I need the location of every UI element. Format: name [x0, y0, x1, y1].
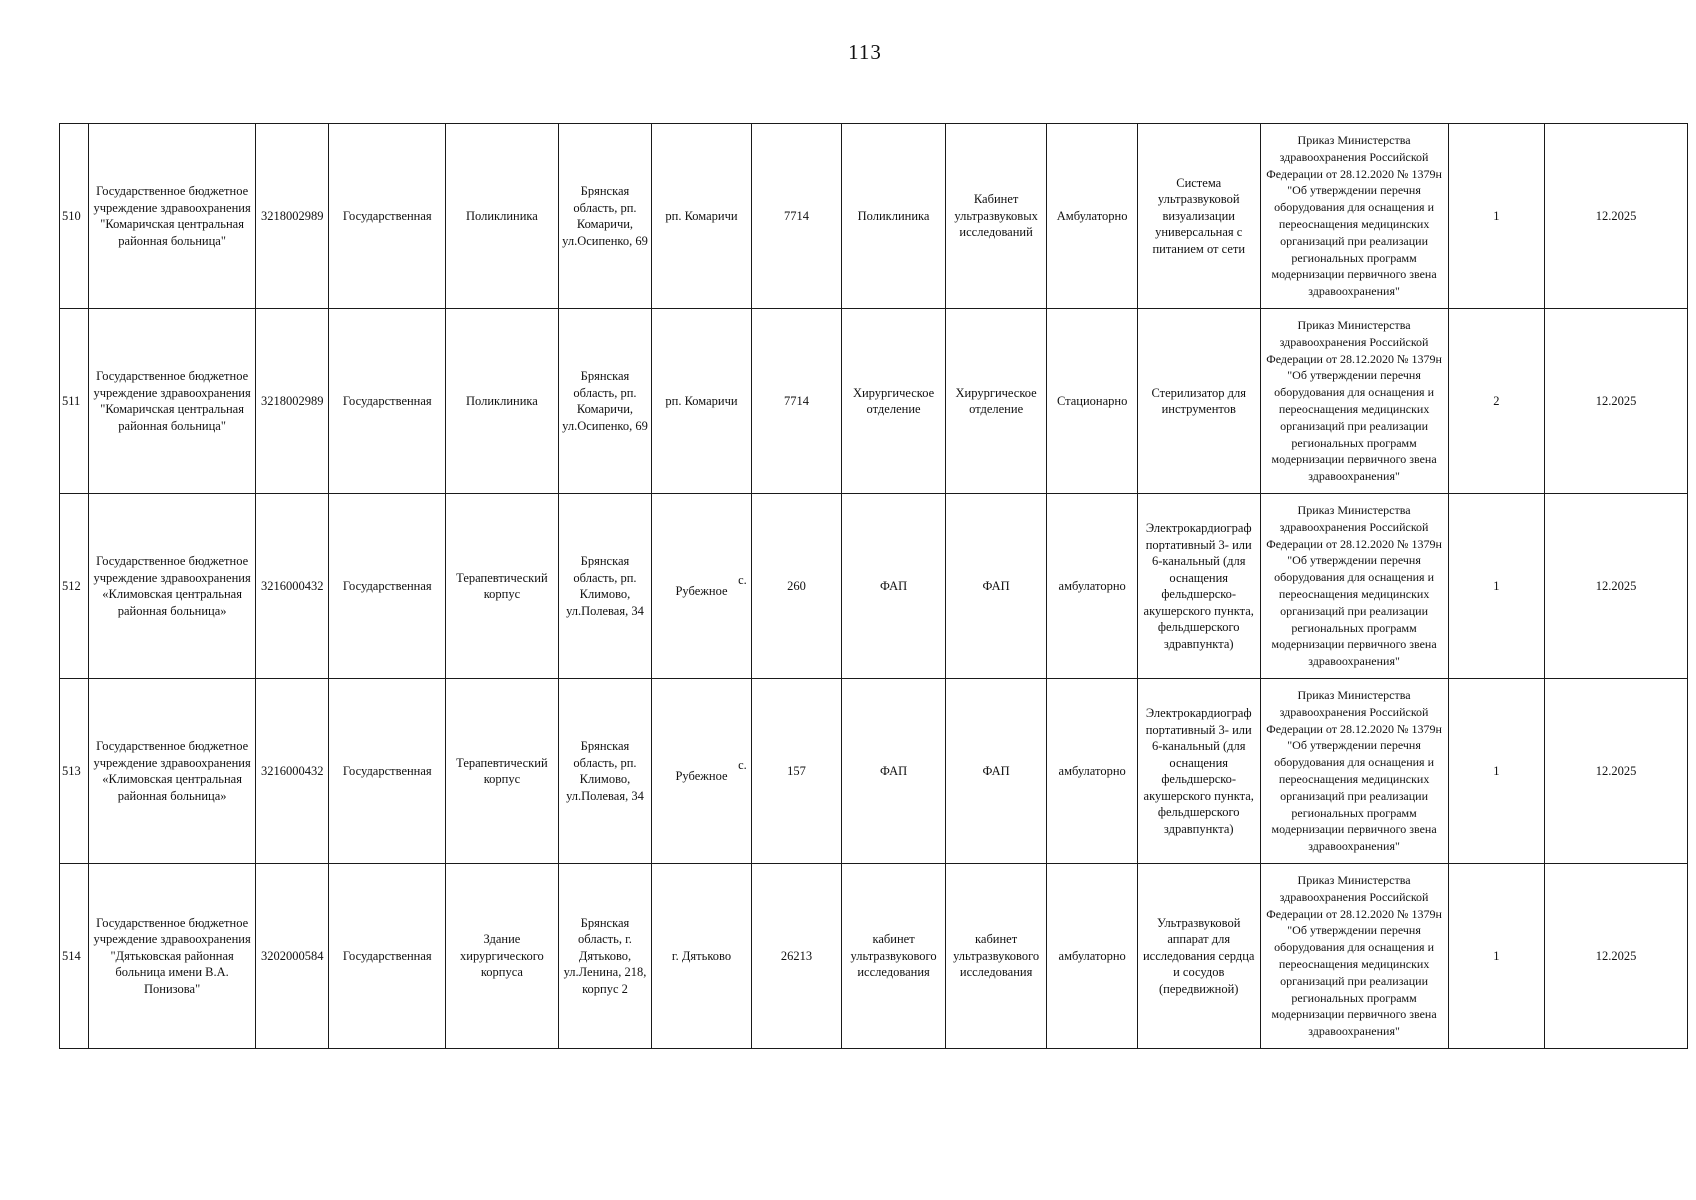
department: кабинет ультразвукового исследования — [842, 864, 946, 1049]
delivery-date: 12.2025 — [1545, 494, 1688, 679]
organization-name: Государственное бюджетное учреждение здравоохранения «Климовская центральная районная больница» — [89, 679, 256, 864]
building-name: Поликлиника — [446, 124, 559, 309]
quantity: 2 — [1448, 309, 1545, 494]
ownership-type: Государственная — [329, 494, 446, 679]
equipment-name: Электрокардиограф портативный 3- или 6-канальный (для оснащения фельдшерско-акушерского пункта, фельдшерского здравпункта) — [1137, 494, 1260, 679]
building-name: Поликлиника — [446, 309, 559, 494]
inn-code: 3218002989 — [256, 124, 329, 309]
row-number: 513 — [60, 679, 89, 864]
table-row — [60, 124, 1688, 309]
organization-name: Государственное бюджетное учреждение здравоохранения "Комаричская центральная районная больница" — [89, 124, 256, 309]
department: Хирургическое отделение — [842, 309, 946, 494]
care-type: Стационарно — [1047, 309, 1138, 494]
building-name: Терапевтический корпус — [446, 494, 559, 679]
equipment-name: Ультразвуковой аппарат для исследования сердца и сосудов (передвижной) — [1137, 864, 1260, 1049]
table-row — [60, 679, 1688, 864]
table-row — [60, 309, 1688, 494]
building-name: Терапевтический корпус — [446, 679, 559, 864]
organization-name: Государственное бюджетное учреждение здравоохранения "Комаричская центральная районная больница" — [89, 309, 256, 494]
settlement-name: Рубежное — [675, 583, 728, 598]
quantity: 1 — [1448, 494, 1545, 679]
room: ФАП — [945, 679, 1047, 864]
row-number: 511 — [60, 309, 89, 494]
page-number: 113 — [848, 40, 882, 64]
population: 26213 — [751, 864, 842, 1049]
department: ФАП — [842, 494, 946, 679]
legal-basis: Приказ Министерства здравоохранения Российской Федерации от 28.12.2020 № 1379н "Об утверждении перечня оборудования для оснащения и переоснащения медицинских организаций при реализации региональных программ модернизации первичного звена здравоохранения" — [1260, 494, 1448, 679]
settlement — [652, 864, 752, 1049]
ownership-type: Государственная — [329, 309, 446, 494]
department: Поликлиника — [842, 124, 946, 309]
quantity: 1 — [1448, 864, 1545, 1049]
settlement-name: г. Дятьково — [671, 948, 732, 963]
care-type: амбулаторно — [1047, 864, 1138, 1049]
table-row — [60, 494, 1688, 679]
settlement-name: Рубежное — [675, 768, 728, 783]
settlement — [652, 309, 752, 494]
settlement-prefix: с. — [738, 758, 747, 772]
inn-code: 3218002989 — [256, 309, 329, 494]
room: кабинет ультразвукового исследования — [945, 864, 1047, 1049]
quantity: 1 — [1448, 679, 1545, 864]
legal-basis: Приказ Министерства здравоохранения Российской Федерации от 28.12.2020 № 1379н "Об утверждении перечня оборудования для оснащения и переоснащения медицинских организаций при реализации региональных программ модернизации первичного звена здравоохранения" — [1260, 309, 1448, 494]
delivery-date: 12.2025 — [1545, 124, 1688, 309]
equipment-name: Электрокардиограф портативный 3- или 6-канальный (для оснащения фельдшерско-акушерского пункта, фельдшерского здравпункта) — [1137, 679, 1260, 864]
population: 157 — [751, 679, 842, 864]
care-type: Амбулаторно — [1047, 124, 1138, 309]
equipment-name: Стерилизатор для инструментов — [1137, 309, 1260, 494]
department: ФАП — [842, 679, 946, 864]
address: Брянская область, рп. Комаричи, ул.Осипенко, 69 — [558, 124, 652, 309]
inn-code: 3216000432 — [256, 494, 329, 679]
ownership-type: Государственная — [329, 864, 446, 1049]
population: 7714 — [751, 124, 842, 309]
care-type: амбулаторно — [1047, 679, 1138, 864]
delivery-date: 12.2025 — [1545, 679, 1688, 864]
equipment-name: Система ультразвуковой визуализации универсальная с питанием от сети — [1137, 124, 1260, 309]
table-row — [60, 864, 1688, 1049]
address: Брянская область, рп. Климово, ул.Полевая, 34 — [558, 494, 652, 679]
settlement — [652, 494, 752, 679]
ownership-type: Государственная — [329, 679, 446, 864]
settlement — [652, 679, 752, 864]
room: Хирургическое отделение — [945, 309, 1047, 494]
quantity: 1 — [1448, 124, 1545, 309]
inn-code: 3202000584 — [256, 864, 329, 1049]
address: Брянская область, рп. Комаричи, ул.Осипенко, 69 — [558, 309, 652, 494]
row-number: 514 — [60, 864, 89, 1049]
settlement — [652, 124, 752, 309]
address: Брянская область, рп. Климово, ул.Полевая, 34 — [558, 679, 652, 864]
ownership-type: Государственная — [329, 124, 446, 309]
organization-name: Государственное бюджетное учреждение здравоохранения "Дятьковская районная больница имени В.А. Понизова" — [89, 864, 256, 1049]
settlement-prefix: с. — [738, 573, 747, 587]
row-number: 510 — [60, 124, 89, 309]
room: ФАП — [945, 494, 1047, 679]
delivery-date: 12.2025 — [1545, 309, 1688, 494]
legal-basis: Приказ Министерства здравоохранения Российской Федерации от 28.12.2020 № 1379н "Об утверждении перечня оборудования для оснащения и переоснащения медицинских организаций при реализации региональных программ модернизации первичного звена здравоохранения" — [1260, 124, 1448, 309]
legal-basis: Приказ Министерства здравоохранения Российской Федерации от 28.12.2020 № 1379н "Об утверждении перечня оборудования для оснащения и переоснащения медицинских организаций при реализации региональных программ модернизации первичного звена здравоохранения" — [1260, 864, 1448, 1049]
row-number: 512 — [60, 494, 89, 679]
address: Брянская область, г. Дятьково, ул.Ленина, 218, корпус 2 — [558, 864, 652, 1049]
building-name: Здание хирургического корпуса — [446, 864, 559, 1049]
care-type: амбулаторно — [1047, 494, 1138, 679]
settlement-name: рп. Комаричи — [665, 393, 738, 408]
population: 260 — [751, 494, 842, 679]
legal-basis: Приказ Министерства здравоохранения Российской Федерации от 28.12.2020 № 1379н "Об утверждении перечня оборудования для оснащения и переоснащения медицинских организаций при реализации региональных программ модернизации первичного звена здравоохранения" — [1260, 679, 1448, 864]
organization-name: Государственное бюджетное учреждение здравоохранения «Климовская центральная районная больница» — [89, 494, 256, 679]
population: 7714 — [751, 309, 842, 494]
settlement-name: рп. Комаричи — [665, 208, 738, 223]
equipment-table — [59, 123, 1688, 1049]
room: Кабинет ультразвуковых исследований — [945, 124, 1047, 309]
delivery-date: 12.2025 — [1545, 864, 1688, 1049]
inn-code: 3216000432 — [256, 679, 329, 864]
